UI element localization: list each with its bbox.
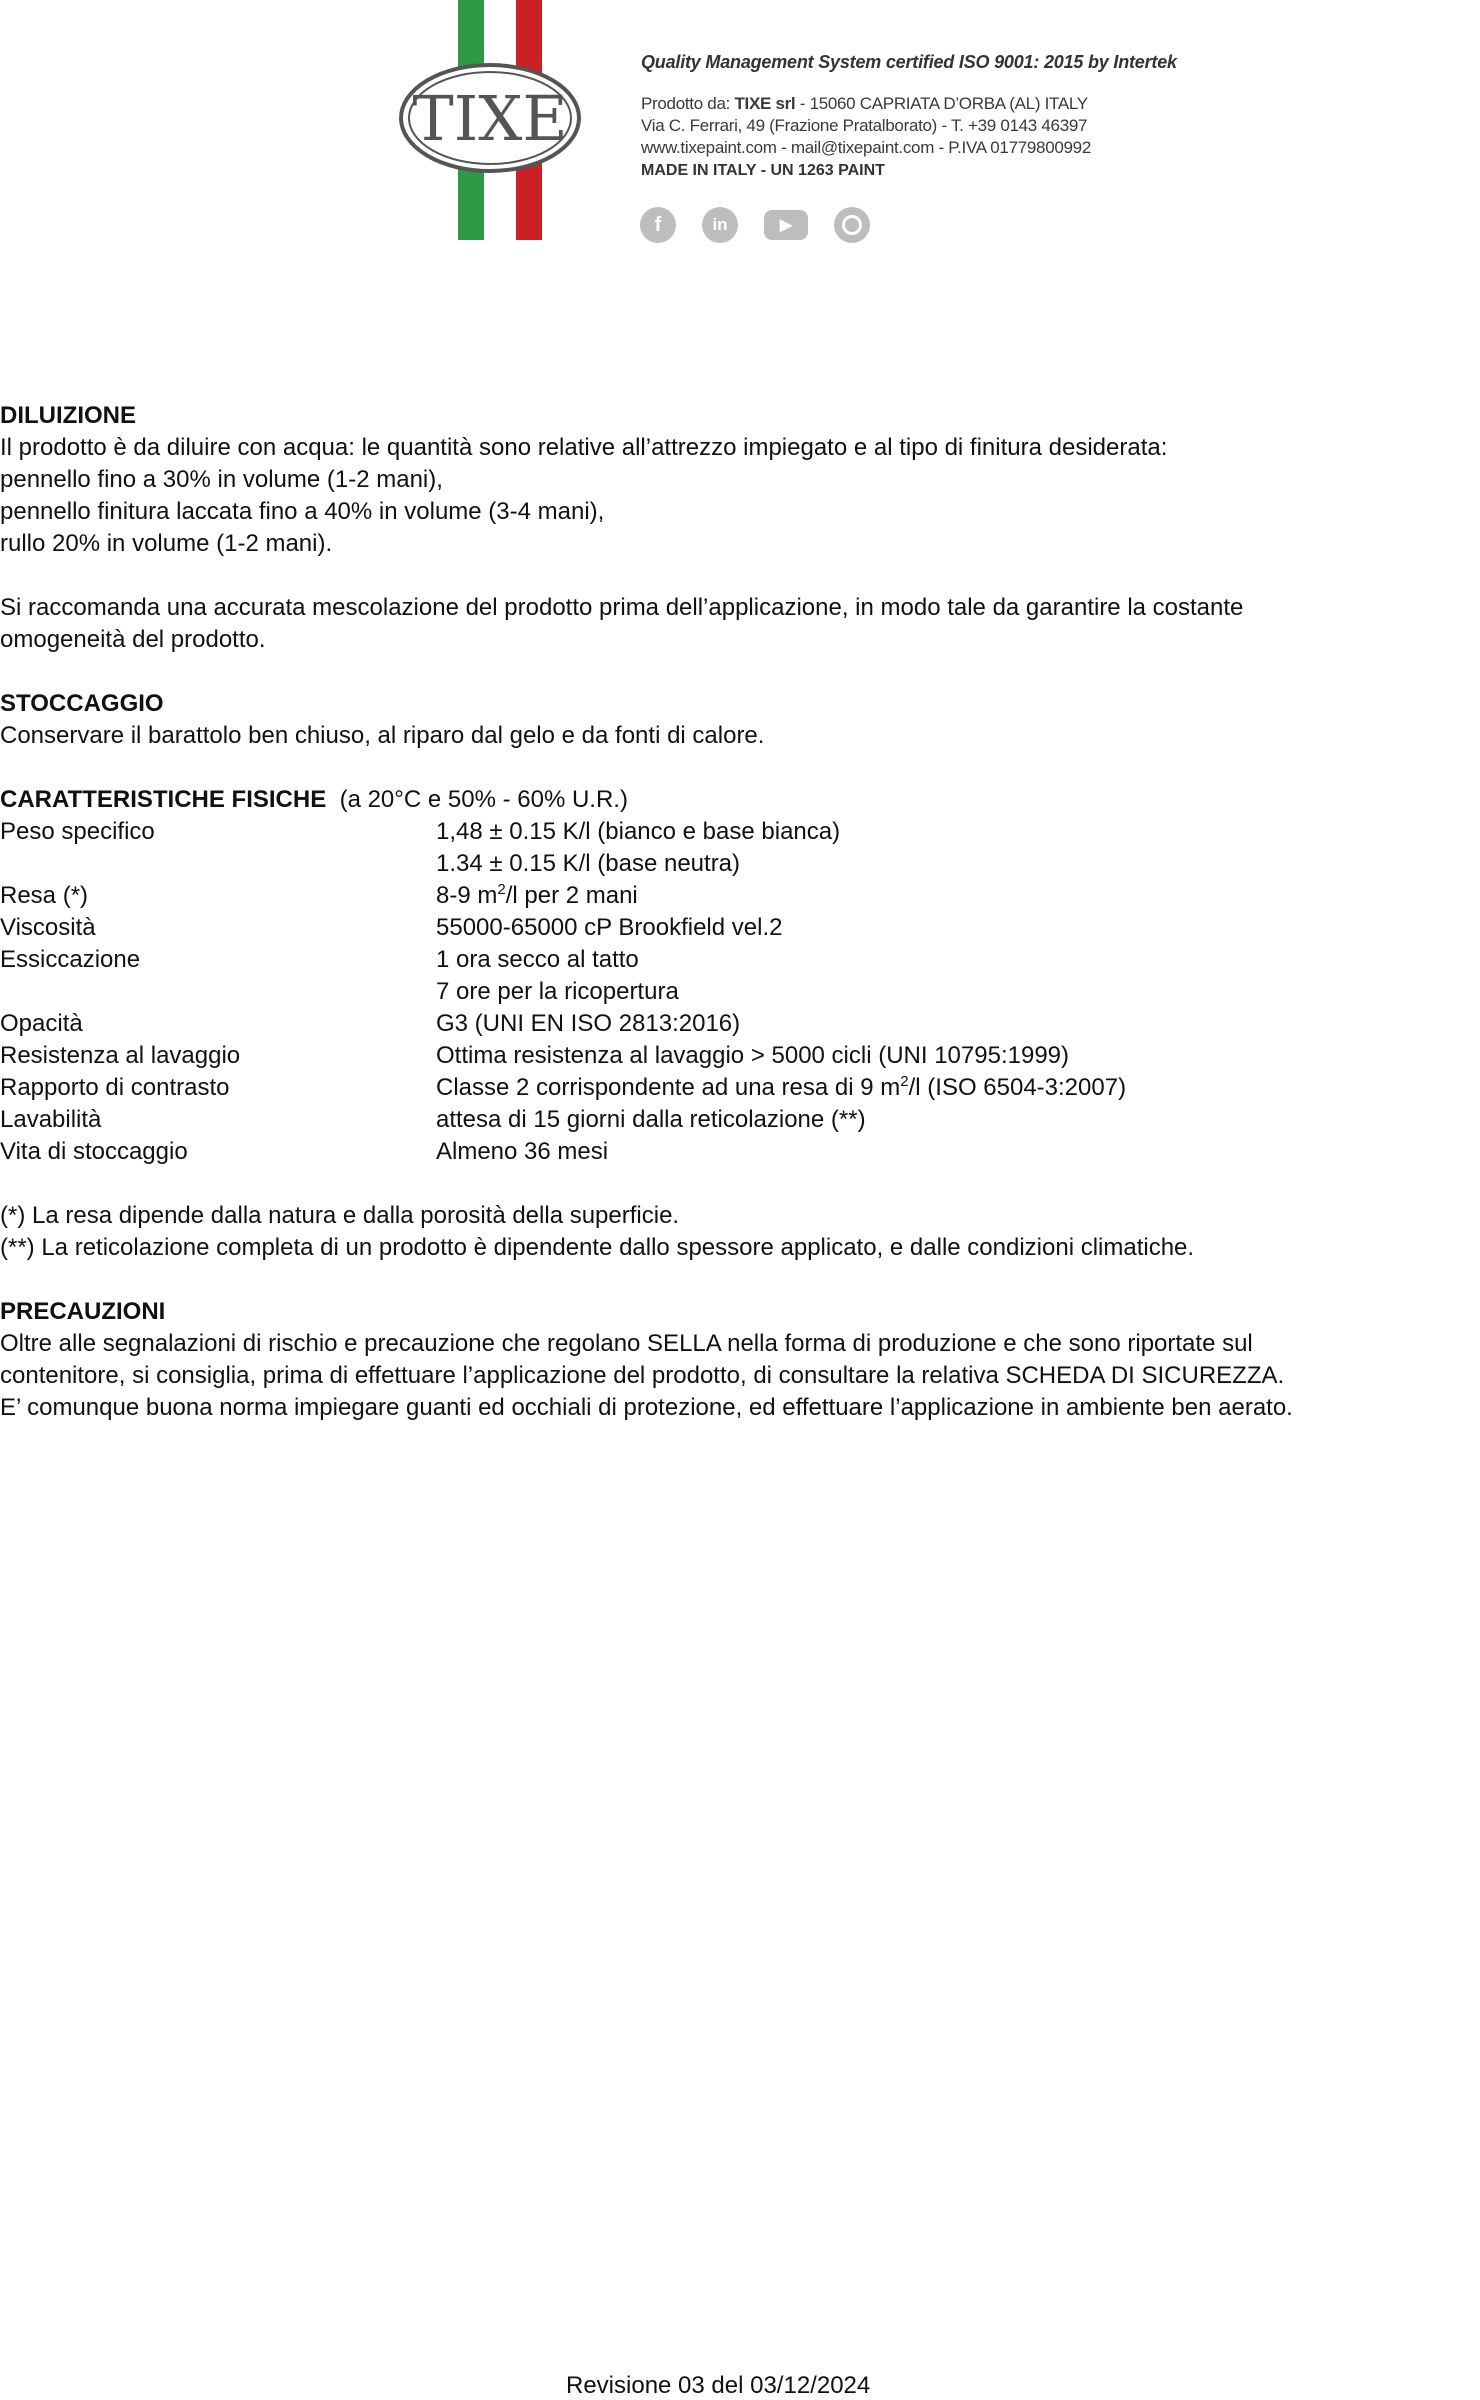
property-value: 1.34 ± 0.15 K/l (base neutra): [436, 850, 741, 877]
caratteristiche-heading: [0, 784, 1480, 816]
document-body: [0, 400, 1480, 1424]
producer-location: - 15060 CAPRIATA D’ORBA (AL) ITALY: [795, 94, 1088, 113]
linkedin-icon[interactable]: in: [702, 207, 738, 243]
precauzioni-line: E’ comunque buona norma impiegare guanti ed occhiali di protezione, ed effettuare l’applicazione in ambiente ben aerato.: [0, 1394, 1293, 1421]
property-value: [436, 1072, 1480, 1104]
caratteristiche-conditions: (a 20°C e 50% - 60% U.R.): [339, 786, 628, 813]
contrasto-unit: /l (ISO 6504-3:2007): [908, 1074, 1127, 1101]
property-row: [0, 912, 1480, 944]
property-value: Almeno 36 mesi: [436, 1138, 609, 1165]
property-label: Rapporto di contrasto: [0, 1074, 230, 1101]
tixe-logo: [398, 62, 582, 174]
property-label: Peso specifico: [0, 818, 155, 845]
diluizione-line: pennello fino a 30% in volume (1-2 mani),: [0, 466, 443, 493]
logo-text: TIXE: [412, 82, 568, 155]
property-label: Essiccazione: [0, 946, 141, 973]
precauzioni-line: contenitore, si consiglia, prima di effettuare l’applicazione del prodotto, di consultare la relativa SCHEDA DI SICUREZZA.: [0, 1362, 1285, 1389]
resa-value: 8-9 m: [436, 882, 498, 909]
producer-line: [641, 93, 1321, 115]
footnote: (*) La resa dipende dalla natura e dalla porosità della superficie.: [0, 1202, 680, 1229]
stoccaggio-text: Conservare il barattolo ben chiuso, al riparo dal gelo e da fonti di calore.: [0, 722, 765, 749]
property-row: [0, 1104, 1480, 1136]
producer-brand: TIXE srl: [734, 94, 796, 113]
property-label: Resa (*): [0, 882, 89, 909]
footnote: (**) La reticolazione completa di un prodotto è dipendente dallo spessore applicato, e dalle condizioni climatiche.: [0, 1234, 1195, 1261]
youtube-icon[interactable]: ▶: [764, 210, 808, 240]
company-info: [641, 52, 1321, 180]
diluizione-line: pennello finitura laccata fino a 40% in volume (3-4 mani),: [0, 498, 605, 525]
facebook-icon[interactable]: f: [640, 207, 676, 243]
property-value: 55000-65000 cP Brookfield vel.2: [436, 914, 783, 941]
property-value: [436, 880, 1480, 912]
property-value: 7 ore per la ricopertura: [436, 978, 679, 1005]
property-row: [0, 816, 1480, 848]
property-label: Resistenza al lavaggio: [0, 1042, 241, 1069]
property-value: 1 ora secco al tatto: [436, 946, 639, 973]
instagram-icon[interactable]: [834, 207, 870, 243]
precauzioni-title: PRECAUZIONI: [0, 1298, 166, 1325]
property-label: Opacità: [0, 1010, 83, 1037]
property-row: [0, 1040, 1480, 1072]
property-row: [0, 1072, 1480, 1104]
contrasto-superscript: 2: [900, 1073, 909, 1090]
contrasto-value: Classe 2 corrispondente ad una resa di 9 m: [436, 1074, 901, 1101]
diluizione-line: Il prodotto è da diluire con acqua: le quantità sono relative all’attrezzo impiegato e al tipo di finitura desiderata:: [0, 434, 1168, 461]
address-line: Via C. Ferrari, 49 (Frazione Pratalborato) - T. +39 0143 46397: [641, 116, 1088, 135]
property-label: Lavabilità: [0, 1106, 102, 1133]
property-value: 1,48 ± 0.15 K/l (bianco e base bianca): [436, 818, 841, 845]
web-line: www.tixepaint.com - mail@tixepaint.com - P.IVA 01779800992: [641, 138, 1091, 157]
property-value: attesa di 15 giorni dalla reticolazione (**): [436, 1106, 866, 1133]
property-label: Viscosità: [0, 914, 96, 941]
resa-superscript: 2: [497, 881, 506, 898]
certification-text: Quality Management System certified ISO 9001: 2015 by Intertek: [641, 52, 1177, 72]
diluizione-note: Si raccomanda una accurata mescolazione del prodotto prima dell’applicazione, in modo tale da garantire la costante: [0, 594, 1244, 621]
caratteristiche-title: CARATTERISTICHE FISICHE: [0, 786, 327, 813]
resa-unit: /l per 2 mani: [505, 882, 638, 909]
property-row: [0, 976, 1480, 1008]
property-row: [0, 848, 1480, 880]
made-in-line: MADE IN ITALY - UN 1263 PAINT: [641, 162, 885, 179]
property-label: Vita di stoccaggio: [0, 1138, 188, 1165]
property-value: Ottima resistenza al lavaggio > 5000 cicli (UNI 10795:1999): [436, 1042, 1069, 1069]
property-row: [0, 880, 1480, 912]
property-row: [0, 1136, 1480, 1168]
stoccaggio-title: STOCCAGGIO: [0, 690, 164, 717]
diluizione-title: DILUIZIONE: [0, 402, 136, 429]
diluizione-note: omogeneità del prodotto.: [0, 626, 266, 653]
social-icons: [640, 207, 870, 243]
property-row: [0, 1008, 1480, 1040]
property-value: G3 (UNI EN ISO 2813:2016): [436, 1010, 741, 1037]
diluizione-line: rullo 20% in volume (1-2 mani).: [0, 530, 333, 557]
producer-prefix: Prodotto da:: [641, 94, 735, 113]
revision-footer: Revisione 03 del 03/12/2024: [566, 2372, 871, 2399]
precauzioni-line: Oltre alle segnalazioni di rischio e precauzione che regolano SELLA nella forma di produzione e che sono riportate sul: [0, 1330, 1253, 1357]
property-row: [0, 944, 1480, 976]
